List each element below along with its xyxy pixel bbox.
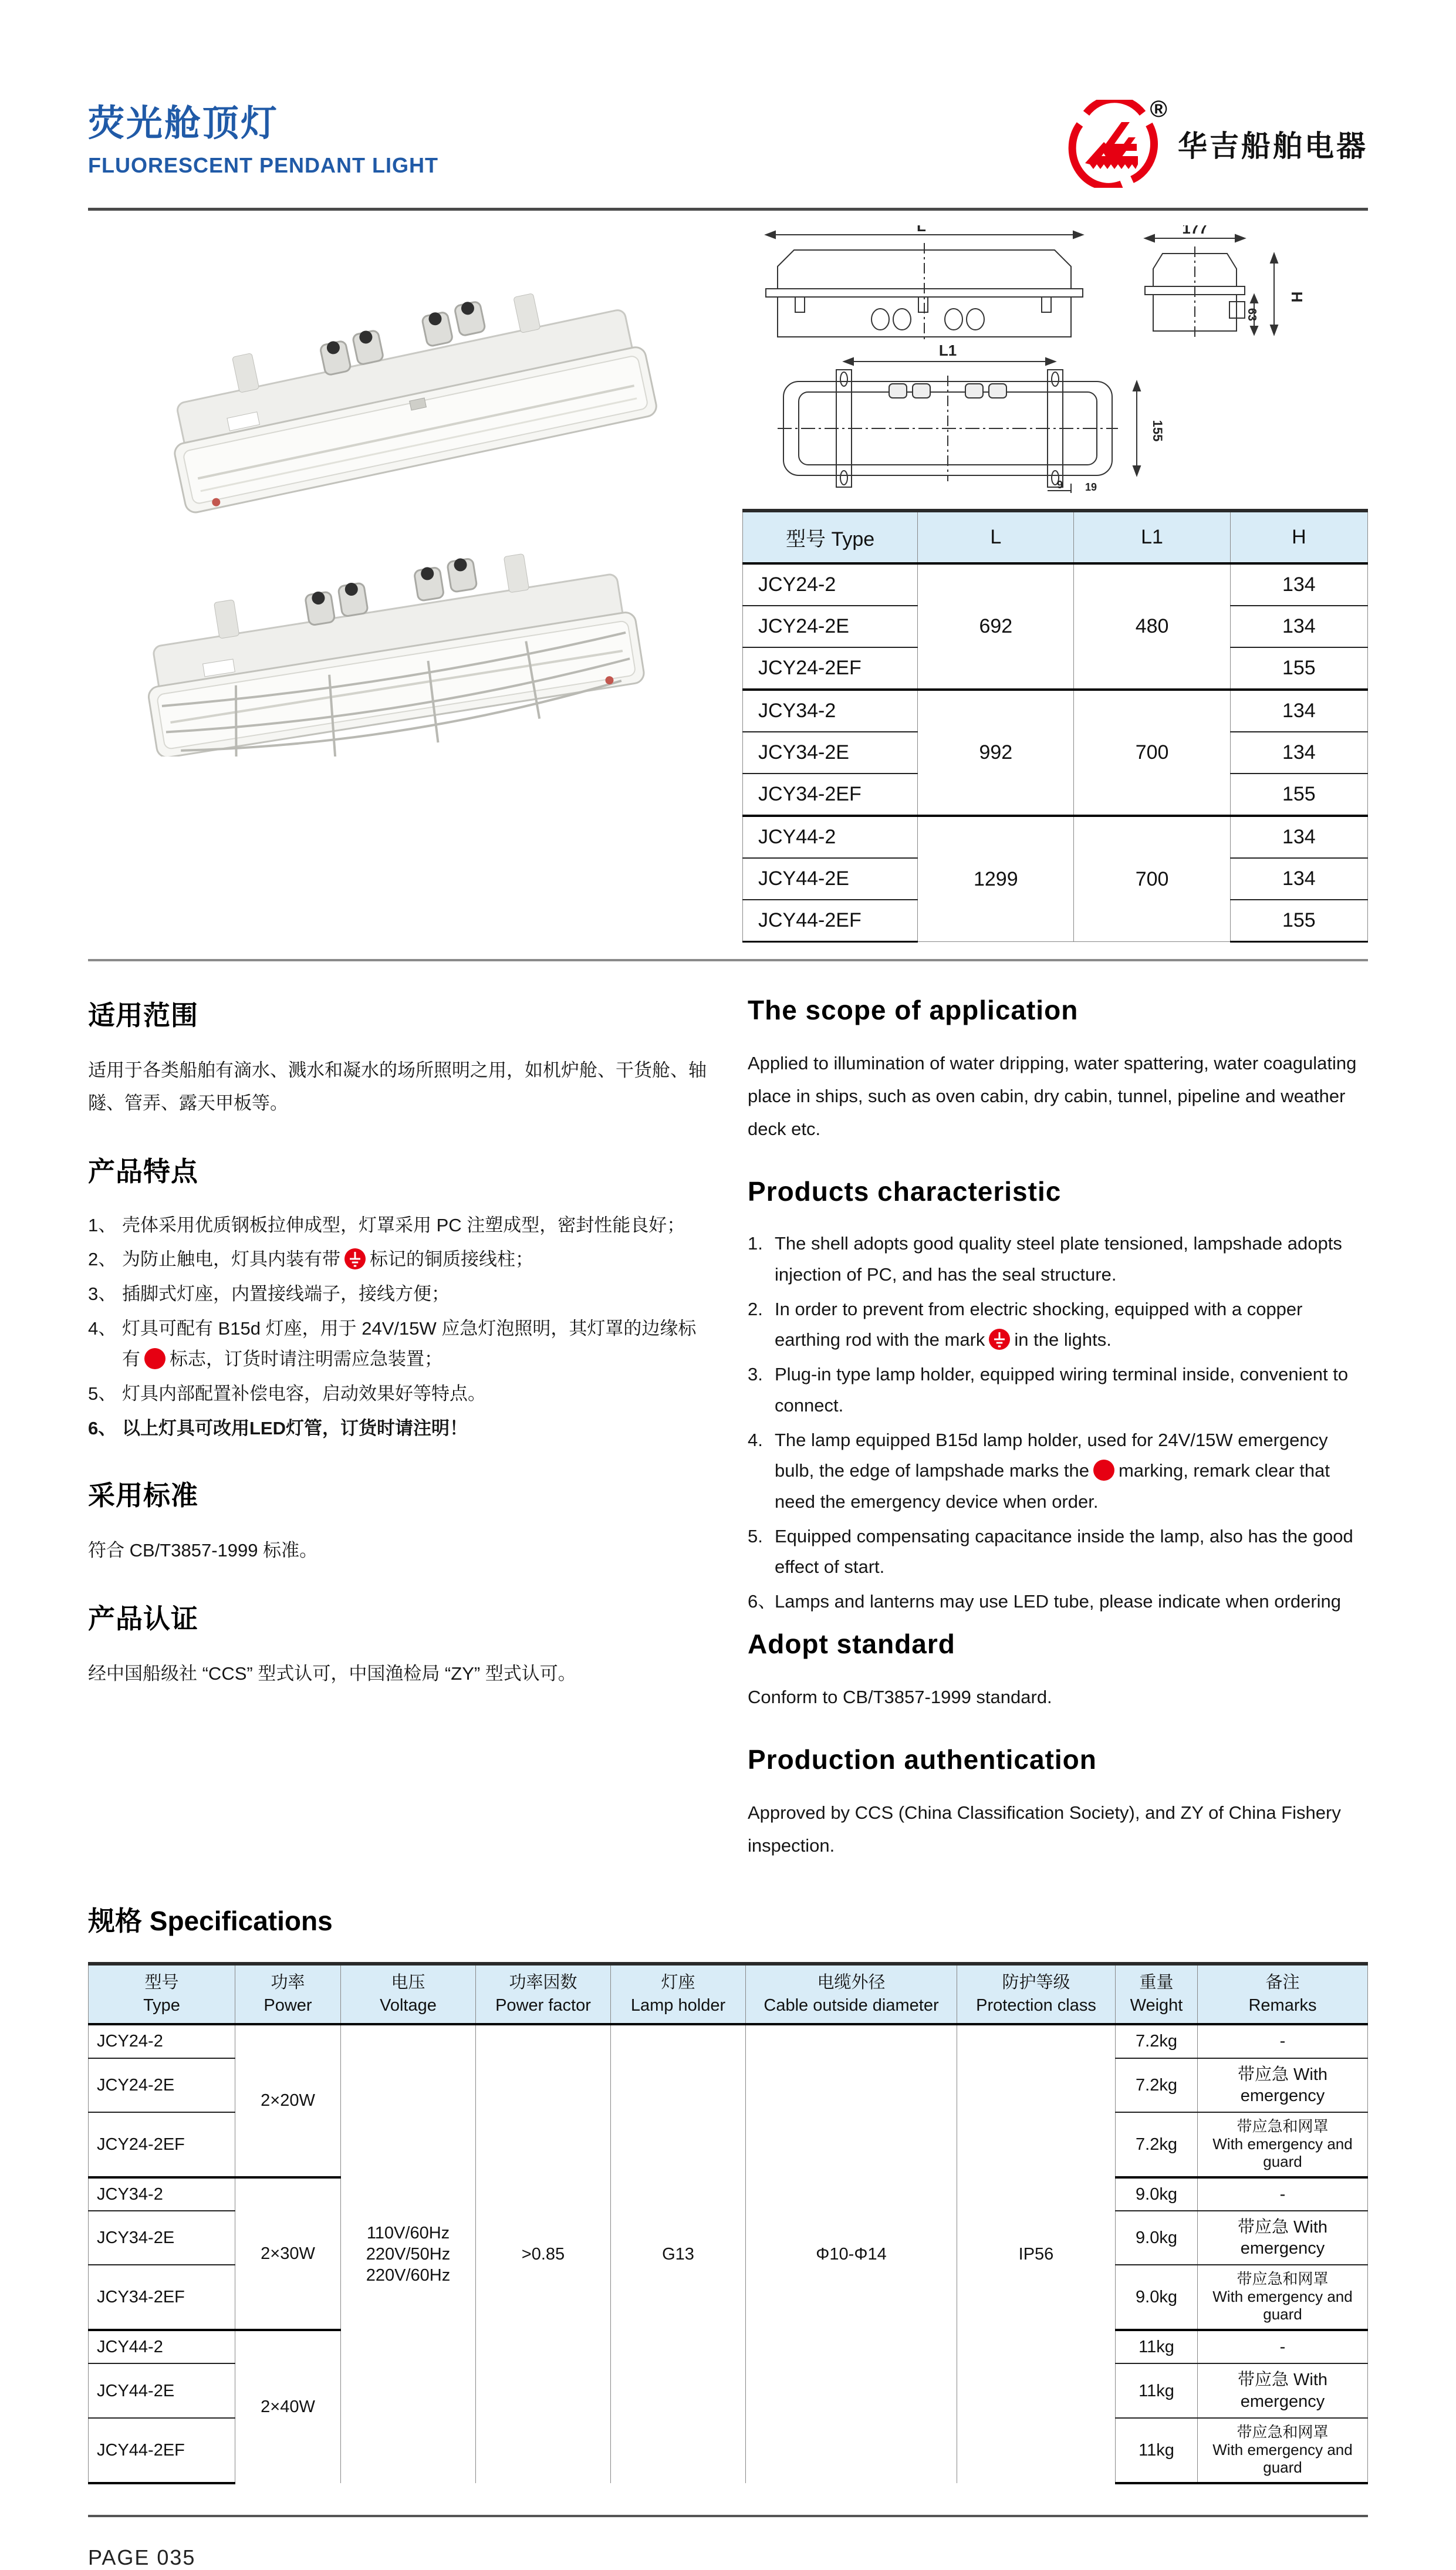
spec-header-remarks: 备注 Remarks: [1198, 1964, 1368, 2024]
table-row: JCY44-2EF 155: [743, 900, 1368, 942]
tech-column: [742, 225, 1368, 943]
footer-divider: [88, 2515, 1368, 2517]
feature-item: [748, 1425, 1368, 1518]
scope-body-en: Applied to illumination of water dripping, water spattering, water coagulating place in ships, such as oven cabin, dry cabin, tunnel, pipeline and weather deck etc.: [748, 1053, 1357, 1139]
feature-item: [88, 1210, 709, 1241]
dim-label-9: 9: [1057, 479, 1063, 491]
spec-header-type: 型号 Type: [89, 1964, 235, 2024]
dim-label-155: 155: [1150, 420, 1165, 442]
dimension-table: [742, 509, 1368, 943]
feature-text: In order to prevent from electric shocking, equipped with a copper earthing rod with the mark in the lights.: [775, 1298, 1303, 1350]
red-dot-icon: [1093, 1460, 1114, 1481]
feature-item: [88, 1279, 709, 1310]
protection-cell: IP56: [957, 2024, 1116, 2483]
page-title-en: FLUORESCENT PENDANT LIGHT: [88, 153, 438, 177]
text-columns: [88, 991, 1368, 1862]
feature-text: 壳体采用优质钢板拉伸成型，灯罩采用 PC 注塑成型，密封性能良好；: [122, 1214, 685, 1235]
table-row: JCY44-2 2×40W 11kg -: [89, 2330, 1368, 2363]
table-row: JCY44-2E 134: [743, 858, 1368, 900]
feature-number: 1.: [748, 1233, 763, 1254]
section-divider: [88, 959, 1368, 961]
power-cell: 2×40W: [235, 2330, 341, 2483]
english-column: [748, 991, 1368, 1862]
dim-header-l: L: [918, 511, 1074, 563]
table-row: JCY44-2 1299 700 134: [743, 816, 1368, 858]
brand-name: 华吉船舶电器: [1178, 130, 1368, 163]
feature-text: 灯具内部配置补偿电容，启动效果好等特点。: [122, 1383, 486, 1404]
table-row: JCY44-2E 11kg 带应急 With emergency: [89, 2363, 1368, 2418]
feature-text: 为防止触电，灯具内装有带 标记的铜质接线柱；: [122, 1249, 533, 1270]
spec-header-row: [89, 1964, 1368, 2024]
cert-body-cn: 经中国船级社 “CCS” 型式认可，中国渔检局 “ZY” 型式认可。: [88, 1663, 576, 1684]
feature-text: Equipped compensating capacitance inside the lamp, also has the good effect of start.: [775, 1525, 1353, 1578]
feature-text: The lamp equipped B15d lamp holder, used for 24V/15W emergency bulb, the edge of lampshade marks the marking, remark clear that need the emergency device when order.: [775, 1429, 1330, 1512]
feature-text: 插脚式灯座，内置接线端子，接线方便；: [122, 1283, 450, 1304]
feature-text: The shell adopts good quality steel plate tensioned, lampshade adopts injection of PC, and has the seal structure.: [775, 1233, 1342, 1285]
table-row: JCY24-2E 7.2kg 带应急 With emergency: [89, 2058, 1368, 2113]
dim-label-19: 19: [1085, 481, 1097, 493]
cert-body-en: Approved by CCS (China Classification Society), and ZY of China Fishery inspection.: [748, 1802, 1341, 1856]
feature-item: [748, 1521, 1368, 1583]
table-row: JCY24-2 2×20W 110V/60Hz 220V/50Hz 220V/60Hz >0.85 G13 Φ10-Φ14 IP56 7.2kg -: [89, 2024, 1368, 2058]
spec-header-weight: 重量 Weight: [1116, 1964, 1198, 2024]
earth-mark-icon: [344, 1248, 366, 1269]
dim-header-type: 型号 Type: [743, 511, 918, 563]
spec-header-protection: 防护等级 Protection class: [957, 1964, 1116, 2024]
page-number: PAGE 035: [88, 2545, 196, 2569]
dim-header-h: H: [1230, 511, 1367, 563]
earth-mark-icon: [989, 1329, 1010, 1350]
page-header: [88, 0, 1368, 188]
registered-mark: ®: [1150, 96, 1167, 122]
section-heading-cert-cn: 产品认证: [88, 1603, 198, 1634]
spec-header-power-factor: 功率因数 Power factor: [476, 1964, 611, 2024]
section-heading-scope-en: The scope of application: [748, 995, 1079, 1025]
chinese-column: [88, 991, 709, 1862]
power-factor-cell: >0.85: [476, 2024, 611, 2483]
section-heading-features-cn: 产品特点: [88, 1156, 198, 1187]
power-cell: 2×30W: [235, 2177, 341, 2330]
feature-text: Lamps and lanterns may use LED tube, please indicate when ordering: [775, 1590, 1342, 1612]
top-section: [88, 225, 1368, 943]
feature-item: [748, 1228, 1368, 1290]
voltage-cell: 110V/60Hz 220V/50Hz 220V/60Hz: [341, 2024, 476, 2483]
feature-number: 6、: [88, 1417, 117, 1438]
feature-text: Plug-in type lamp holder, equipped wiring terminal inside, convenient to connect.: [775, 1364, 1349, 1416]
brand-logo: [1067, 96, 1368, 188]
spec-header-cable: 电缆外径 Cable outside diameter: [746, 1964, 957, 2024]
dim-label-63: 63: [1245, 308, 1258, 322]
table-row: JCY34-2EF 9.0kg 带应急和网罩 With emergency and guard: [89, 2265, 1368, 2330]
table-row: JCY34-2 2×30W 9.0kg -: [89, 2177, 1368, 2211]
feature-item: [88, 1413, 709, 1444]
feature-item: [88, 1313, 709, 1375]
section-heading-standard-en: Adopt standard: [748, 1628, 955, 1659]
section-heading-scope-cn: 适用范围: [88, 1000, 198, 1031]
dim-label-L1: L1: [938, 342, 957, 359]
spec-header-power: 功率 Power: [235, 1964, 341, 2024]
standard-body-cn: 符合 CB/T3857-1999 标准。: [88, 1540, 318, 1561]
table-row: JCY34-2E 134: [743, 732, 1368, 774]
product-photos: [88, 225, 719, 943]
header-divider: [88, 208, 1368, 211]
table-row: JCY34-2 992 700 134: [743, 690, 1368, 732]
section-heading-cert-en: Production authentication: [748, 1744, 1097, 1775]
scope-body-cn: 适用于各类船舶有滴水、溅水和凝水的场所照明之用，如机炉舱、干货舱、轴隧、管弄、露天甲板等。: [88, 1060, 707, 1113]
feature-item: [748, 1586, 1368, 1617]
feature-number: 1、: [88, 1214, 117, 1235]
lamp-holder-cell: G13: [611, 2024, 746, 2483]
table-row: JCY24-2 692 480 134: [743, 563, 1368, 606]
feature-number: 4、: [88, 1318, 117, 1339]
feature-number: 5、: [88, 1383, 117, 1404]
product-photo-2: [135, 533, 650, 757]
spec-table: [88, 1962, 1368, 2484]
spec-header-lamp-holder: 灯座 Lamp holder: [611, 1964, 746, 2024]
product-photo-1: [156, 268, 658, 514]
title-block: [88, 94, 438, 178]
spec-header-voltage: 电压 Voltage: [341, 1964, 476, 2024]
feature-item: [748, 1294, 1368, 1356]
feature-number: 3、: [88, 1283, 117, 1304]
table-row: JCY24-2E 134: [743, 606, 1368, 647]
dim-label-177: 177: [1182, 225, 1208, 237]
feature-number: 3.: [748, 1364, 763, 1385]
standard-body-en: Conform to CB/T3857-1999 standard.: [748, 1686, 1052, 1707]
feature-item: [88, 1379, 709, 1410]
product-photo-illustrations: [88, 225, 719, 757]
feature-number: 2、: [88, 1249, 117, 1270]
dim-header-l1: L1: [1074, 511, 1230, 563]
technical-drawings: [742, 225, 1368, 495]
power-cell: 2×20W: [235, 2024, 341, 2177]
dimension-table-header-row: [743, 511, 1368, 563]
table-row: JCY24-2EF 7.2kg 带应急和网罩 With emergency and guard: [89, 2112, 1368, 2177]
table-row: JCY44-2EF 11kg 带应急和网罩 With emergency and guard: [89, 2418, 1368, 2483]
feature-number: 6、: [748, 1590, 776, 1612]
feature-number: 2.: [748, 1298, 763, 1319]
feature-number: 5.: [748, 1525, 763, 1546]
feature-item: [88, 1244, 709, 1275]
feature-text: 灯具可配有 B15d 灯座，用于 24V/15W 应急灯泡照明，其灯罩的边缘标有 标志，订货时请注明需应急装置；: [122, 1318, 697, 1370]
dim-label-L: L: [917, 225, 926, 235]
red-dot-icon: [144, 1348, 165, 1369]
feature-item: [748, 1359, 1368, 1421]
feature-text: 以上灯具可改用LED灯管，订货时请注明！: [122, 1417, 468, 1438]
dim-label-H: H: [1288, 291, 1306, 303]
brand-emblem-icon: [1067, 96, 1167, 188]
spec-heading: 规格 Specifications: [88, 1906, 333, 1937]
table-row: JCY34-2E 9.0kg 带应急 With emergency: [89, 2211, 1368, 2265]
section-heading-features-en: Products characteristic: [748, 1176, 1062, 1207]
page-title-cn: 荧光舱顶灯: [88, 103, 279, 144]
section-heading-standard-cn: 采用标准: [88, 1480, 198, 1511]
table-row: JCY34-2EF 155: [743, 774, 1368, 816]
cable-cell: Φ10-Φ14: [746, 2024, 957, 2483]
table-row: JCY24-2EF 155: [743, 647, 1368, 690]
feature-number: 4.: [748, 1429, 763, 1450]
